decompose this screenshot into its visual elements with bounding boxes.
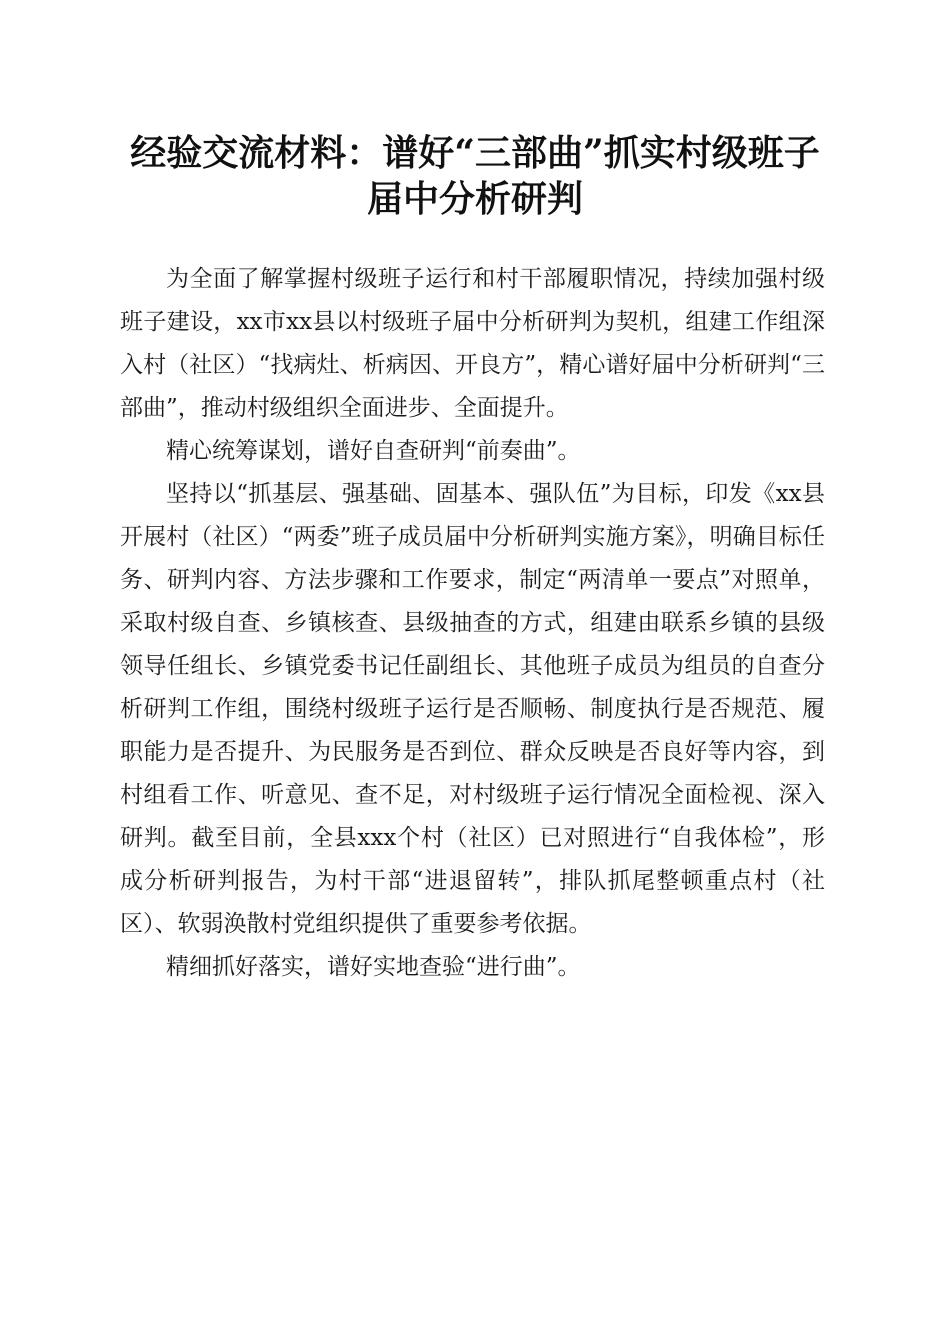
section-heading-1: 精心统筹谋划，谱好自查研判“前奏曲”。	[166, 438, 581, 464]
intro-paragraph: 为全面了解掌握村级班子运行和村干部履职情况，持续加强村级班子建设，xx市xx县以村级班子届中分析研判为契机，组建工作组深入村（社区）“找病灶、析病因、开良方”，精心谱好届中分析研判“三部曲”，推动村级组织全面进步、全面提升。	[120, 266, 825, 421]
section-1-paragraph: 坚持以“抓基层、强基础、固基本、强队伍”为目标，印发《xx县开展村（社区）“两委”班子成员届中分析研判实施方案》，明确目标任务、研判内容、方法步骤和工作要求，制定“两清单一要点”对照单，采取村级自查、乡镇核查、县级抽查的方式，组建由联系乡镇的县级领导任组长、乡镇党委书记任副组长、其他班子成员为组员的自查分析研判工作组，围绕村级班子运行是否顺畅、制度执行是否规范、履职能力是否提升、为民服务是否到位、群众反映是否良好等内容，到村组看工作、听意见、查不足，对村级班子运行情况全面检视、深入研判。截至目前，全县xxx个村（社区）已对照进行“自我体检”，形成分析研判报告，为村干部“进退留转”，排队抓尾整顿重点村（社区）、软弱涣散村党组织提供了重要参考依据。	[120, 481, 825, 937]
title-line-1: 经验交流材料：谱好“三部曲”抓实村级班子	[130, 132, 820, 174]
title-line-2: 届中分析研判	[366, 178, 583, 220]
document-title	[100, 130, 850, 222]
document-body	[120, 258, 825, 989]
section-heading-2: 精细抓好落实，谱好实地查验“进行曲”。	[166, 954, 581, 980]
